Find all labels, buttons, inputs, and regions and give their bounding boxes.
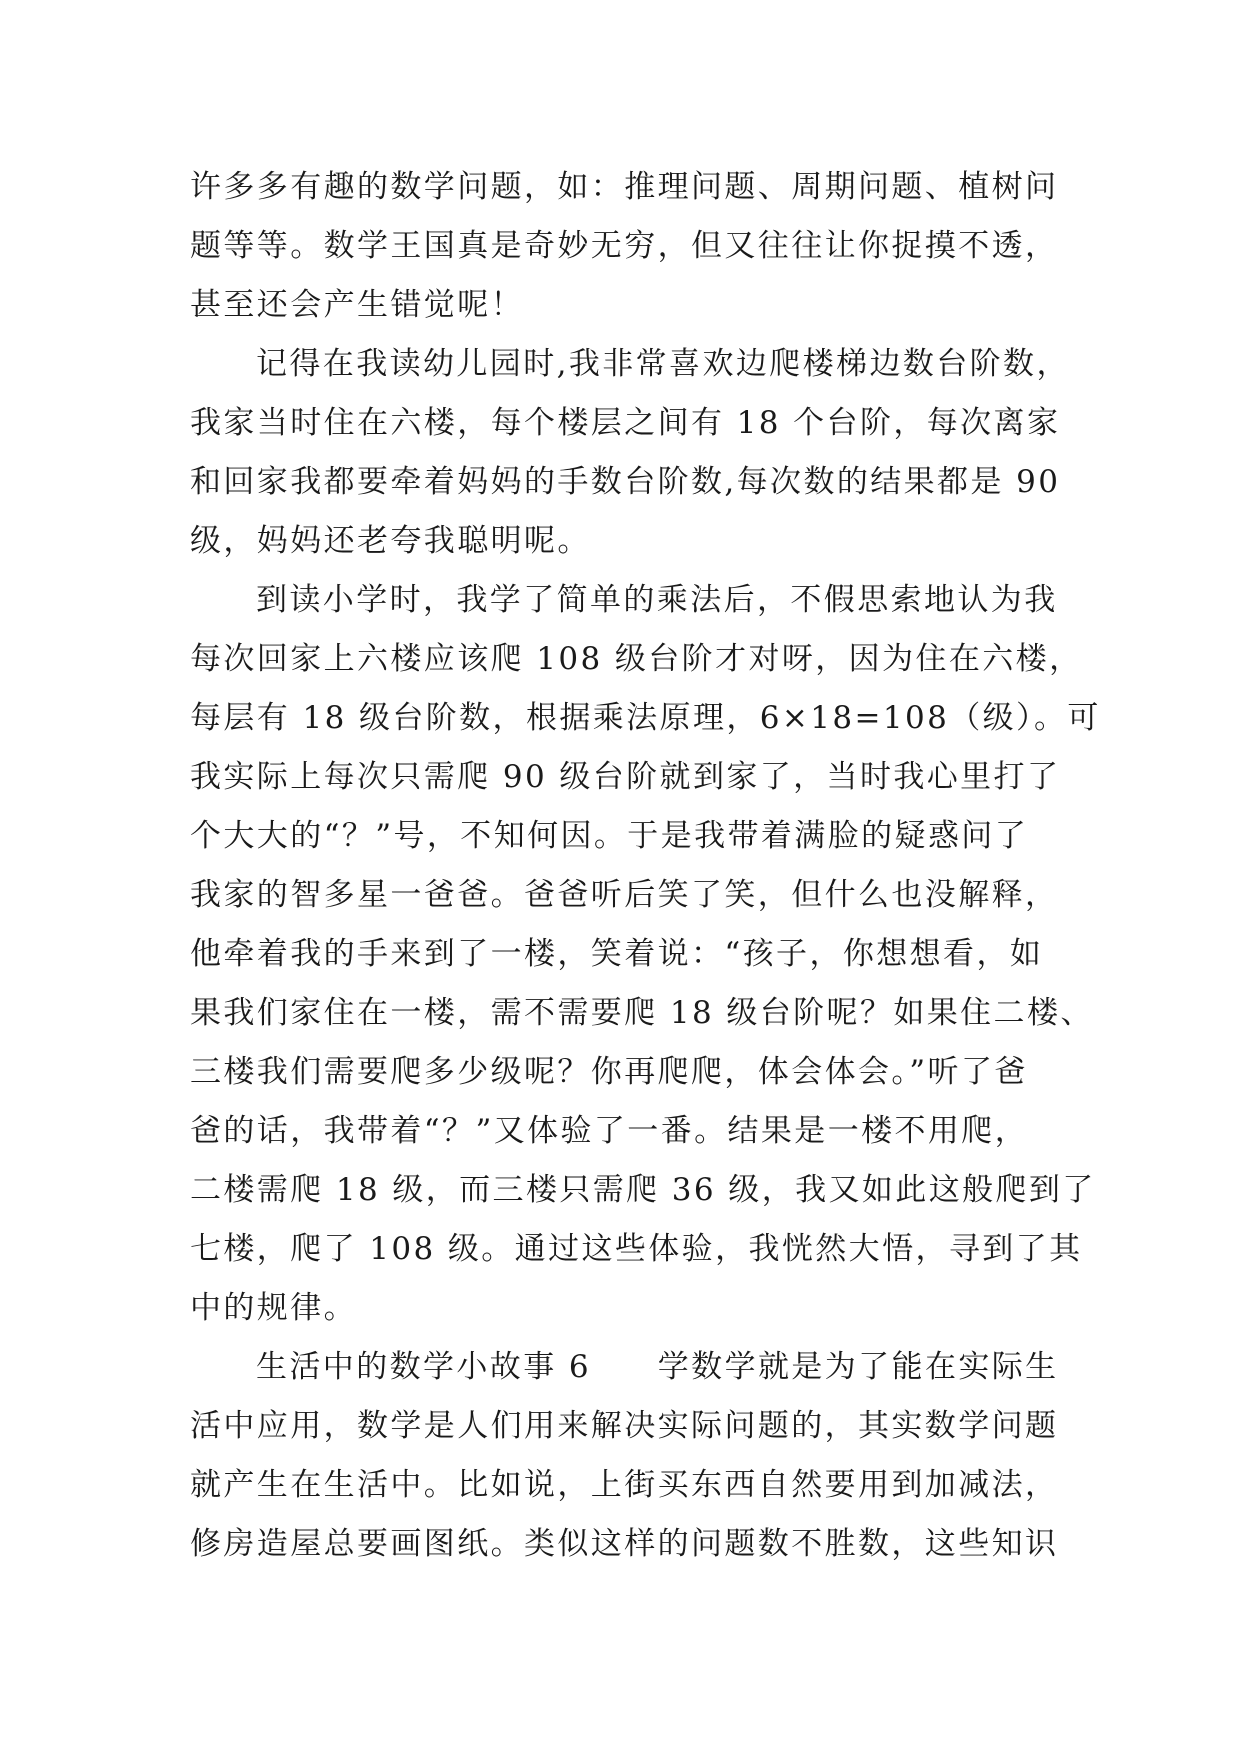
paragraph-3-line-8: 果我们家住在一楼，需不需要爬 18 级台阶呢？如果住二楼、 [190,995,1094,1031]
paragraph-4-line-3: 就产生在生活中。比如说，上街买东西自然要用到加减法， [190,1467,1059,1503]
paragraph-1-line-2: 题等等。数学王国真是奇妙无穷，但又往往让你捉摸不透， [190,228,1059,264]
paragraph-3-line-3: 每层有 18 级台阶数，根据乘法原理，6×18=108（级）。可 [190,700,1101,736]
paragraph-1-line-1: 许多多有趣的数学问题，如：推理问题、周期问题、植树问 [190,169,1059,205]
paragraph-3-line-7: 他牵着我的手来到了一楼，笑着说：“孩子，你想想看，如 [190,936,1044,972]
paragraph-2-line-4: 级，妈妈还老夸我聪明呢。 [190,523,591,559]
paragraph-3-line-4: 我实际上每次只需爬 90 级台阶就到家了，当时我心里打了 [190,759,1061,795]
paragraph-4-line-1: 生活中的数学小故事 6 学数学就是为了能在实际生 [256,1349,1059,1385]
paragraph-3-line-6: 我家的智多星一爸爸。爸爸听后笑了笑，但什么也没解释， [190,877,1059,913]
paragraph-3-line-13: 中的规律。 [190,1290,357,1326]
document-body [190,158,1101,1574]
paragraph-2-line-1: 记得在我读幼儿园时,我非常喜欢边爬楼梯边数台阶数， [256,346,1070,382]
paragraph-3-line-9: 三楼我们需要爬多少级呢？你再爬爬，体会体会。”听了爸 [190,1054,1028,1090]
paragraph-3-line-1: 到读小学时，我学了简单的乘法后，不假思索地认为我 [256,582,1058,618]
paragraph-3-line-11: 二楼需爬 18 级，而三楼只需爬 36 级，我又如此这般爬到了 [190,1172,1096,1208]
paragraph-1-line-3: 甚至还会产生错觉呢！ [190,287,524,323]
paragraph-4-line-4: 修房造屋总要画图纸。类似这样的问题数不胜数，这些知识 [190,1526,1059,1562]
paragraph-3-line-2: 每次回家上六楼应该爬 108 级台阶才对呀，因为住在六楼， [190,641,1083,677]
paragraph-3-line-12: 七楼，爬了 108 级。通过这些体验，我恍然大悟，寻到了其 [190,1231,1083,1267]
paragraph-4-line-2: 活中应用，数学是人们用来解决实际问题的，其实数学问题 [190,1408,1059,1444]
paragraph-3-line-10: 爸的话，我带着“？”又体验了一番。结果是一楼不用爬， [190,1113,1029,1149]
paragraph-3-line-5: 个大大的“？”号，不知何因。于是我带着满脸的疑惑问了 [190,818,1029,854]
paragraph-2-line-3: 和回家我都要牵着妈妈的手数台阶数,每次数的结果都是 90 [190,464,1061,500]
paragraph-2-line-2: 我家当时住在六楼，每个楼层之间有 18 个台阶，每次离家 [190,405,1061,441]
